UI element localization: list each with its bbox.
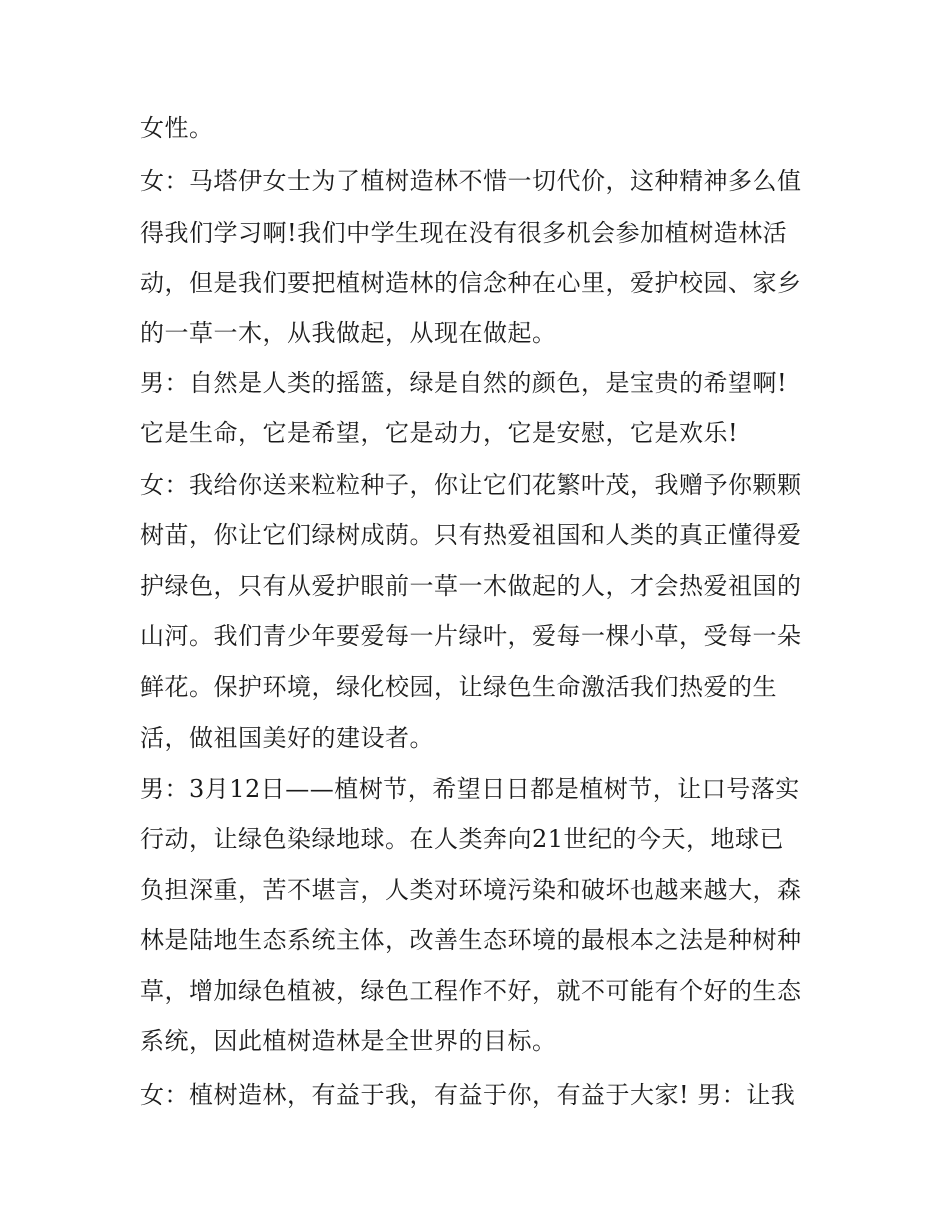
text-line: 男：自然是人类的摇篮，绿是自然的颜色，是宝贵的希望啊! [140, 369, 788, 397]
text-line: 的一草一木，从我做起，从现在做起。 [140, 319, 557, 347]
text-line: 山河。我们青少年要爱每一片绿叶，爱每一棵小草，受每一朵 [140, 622, 802, 650]
text-line: 它是生命，它是希望，它是动力，它是安慰，它是欢乐! [140, 419, 739, 447]
text-line: 负担深重，苦不堪言，人类对环境污染和破坏也越来越大，森 [140, 876, 802, 904]
text-line: 女：植树造林，有益于我，有益于你，有益于大家! 男：让我 [140, 1081, 796, 1109]
text-line: 草，增加绿色植被，绿色工程作不好，就不可能有个好的生态 [140, 977, 802, 1005]
text-line: 女性。 [140, 114, 214, 142]
text-line: 系统，因此植树造林是全世界的目标。 [140, 1027, 557, 1055]
text-line: 得我们学习啊!我们中学生现在没有很多机会参加植树造林活 [140, 219, 788, 247]
text-line: 鲜花。保护环境，绿化校园，让绿色生命激活我们热爱的生 [140, 673, 777, 701]
text-line: 行动，让绿色染绿地球。在人类奔向21世纪的今天，地球已 [140, 825, 785, 853]
text-line: 护绿色，只有从爱护眼前一草一木做起的人，才会热爱祖国的 [140, 572, 802, 600]
text-line: 女：马塔伊女士为了植树造林不惜一切代价，这种精神多么值 [140, 167, 802, 195]
text-line: 女：我给你送来粒粒种子，你让它们花繁叶茂，我赠予你颗颗 [140, 471, 802, 499]
text-line: 动，但是我们要把植树造林的信念种在心里，爱护校园、家乡 [140, 269, 802, 297]
text-line: 活，做祖国美好的建设者。 [140, 724, 434, 752]
text-line: 树苗，你让它们绿树成荫。只有热爱祖国和人类的真正懂得爱 [140, 521, 802, 549]
text-line: 男：3月12日——植树节，希望日日都是植树节，让口号落实 [140, 775, 800, 803]
text-line: 林是陆地生态系统主体，改善生态环境的最根本之法是种树种 [140, 926, 802, 954]
